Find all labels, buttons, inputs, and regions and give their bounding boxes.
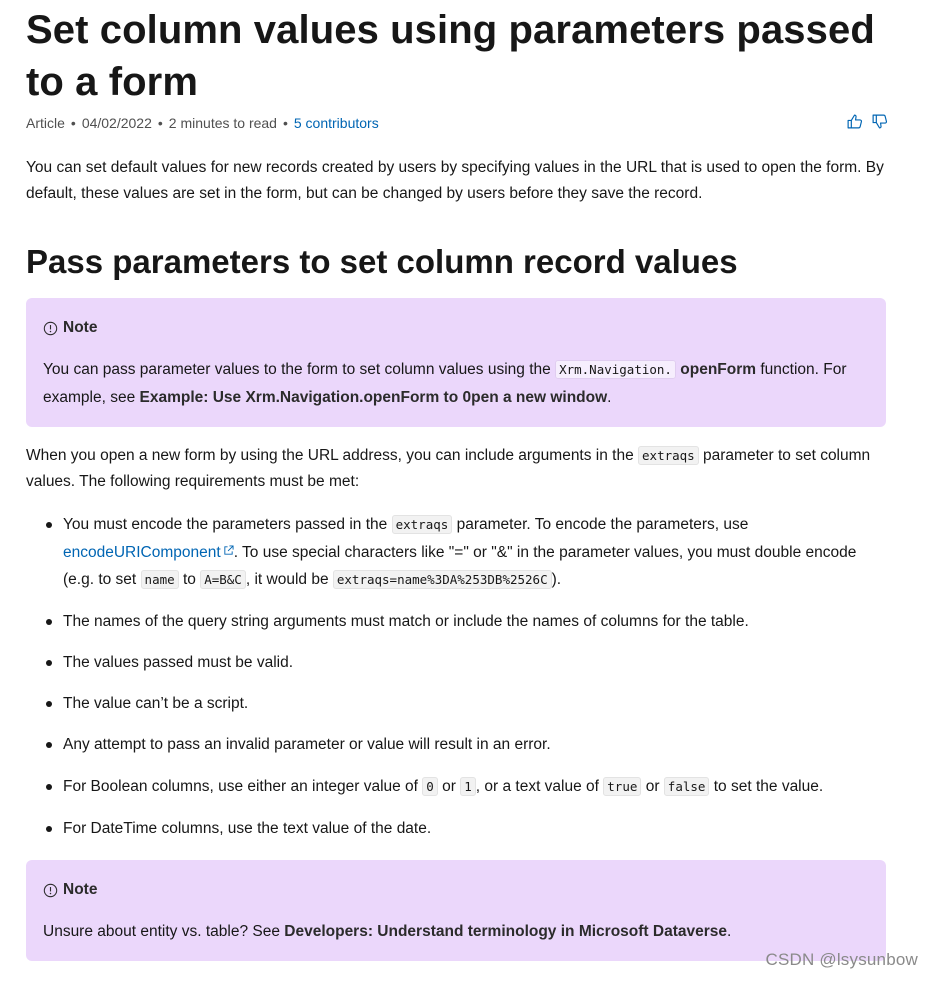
- text-part: , or a text value of: [475, 778, 604, 795]
- external-link-icon: [223, 538, 234, 549]
- list-item: [26, 773, 888, 800]
- text-part: . To use special characters like "=" or "&" in the parameter values, you must double encode (e.g. to set: [63, 544, 857, 588]
- text-part: parameter. To encode the parameters, use: [452, 516, 749, 533]
- info-icon: [43, 883, 58, 898]
- contributors-link[interactable]: 5 contributors: [293, 115, 379, 131]
- note-box: [26, 860, 886, 961]
- note-box: [26, 298, 886, 427]
- text-part: or: [641, 778, 664, 795]
- requirements-list: [26, 511, 888, 842]
- article-meta: [26, 113, 888, 133]
- list-item: [26, 511, 888, 593]
- page-title: Set column values using parameters passed to a form: [26, 8, 875, 104]
- list-item: The value can’t be a script.: [26, 690, 888, 717]
- example-link[interactable]: Example: Use Xrm.Navigation.openForm to 0pen a new window: [139, 389, 608, 406]
- feedback-buttons: [846, 113, 888, 130]
- inline-code: 1: [460, 777, 476, 796]
- note-text: [43, 918, 869, 946]
- note-header: [43, 316, 869, 340]
- link-text: encodeURIComponent: [63, 544, 221, 561]
- read-time: 2 minutes to read: [168, 115, 277, 131]
- text-part: parameter to set column values. The following requirements must be met:: [26, 447, 871, 490]
- article-date: 04/02/2022: [81, 115, 152, 131]
- list-item: The names of the query string arguments must match or include the names of columns for the table.: [26, 608, 888, 635]
- watermark: CSDN @lsysunbow: [765, 950, 918, 969]
- section-heading: Pass parameters to set column record values: [26, 243, 738, 280]
- intro-paragraph: You can set default values for new records created by users by specifying values in the URL that is used to open the form. By default, these values are set in the form, but can be changed by users before they save the record.: [26, 159, 884, 202]
- meta-separator: •: [157, 115, 163, 131]
- encodeuricomponent-link[interactable]: [63, 544, 234, 561]
- inline-code: extraqs: [638, 446, 699, 465]
- note-text-part: .: [607, 389, 612, 406]
- text-part: You must encode the parameters passed in the: [63, 516, 392, 533]
- text-part: When you open a new form by using the URL address, you can include arguments in the: [26, 447, 639, 464]
- text-part: For Boolean columns, use either an integer value of: [63, 778, 423, 795]
- text-part: ).: [551, 571, 562, 588]
- list-item: Any attempt to pass an invalid parameter or value will result in an error.: [26, 731, 888, 758]
- note-text-part: Unsure about entity vs. table? See: [43, 923, 285, 940]
- text-part: or: [437, 778, 461, 795]
- meta-separator: •: [70, 115, 76, 131]
- text-part: , it would be: [245, 571, 333, 588]
- inline-code: Xrm.Navigation.: [555, 360, 676, 379]
- note-text-part: function. For example, see: [43, 361, 847, 406]
- thumbs-down-icon[interactable]: [871, 113, 888, 130]
- inline-code: A=B&C: [200, 570, 246, 589]
- text-part: to set the value.: [709, 778, 824, 795]
- requirements-intro: [26, 443, 888, 495]
- note-text: [43, 356, 869, 412]
- note-header: [43, 878, 869, 902]
- meta-separator: •: [282, 115, 288, 131]
- bold-text: openForm: [680, 361, 757, 378]
- info-icon: [43, 321, 58, 336]
- list-item: The values passed must be valid.: [26, 649, 888, 676]
- inline-code: extraqs: [392, 515, 453, 534]
- terminology-link[interactable]: Developers: Understand terminology in Microsoft Dataverse: [284, 923, 727, 940]
- text-part: to: [178, 571, 201, 588]
- inline-code: name: [141, 570, 179, 589]
- inline-code: false: [664, 777, 710, 796]
- inline-code: 0: [422, 777, 438, 796]
- note-label: Note: [63, 881, 98, 898]
- inline-code: extraqs=name%3DA%253DB%2526C: [333, 570, 552, 589]
- note-text-part: You can pass parameter values to the form to set column values using the: [43, 361, 556, 378]
- list-item: For DateTime columns, use the text value of the date.: [26, 815, 888, 842]
- note-text-part: .: [726, 923, 732, 940]
- note-label: Note: [63, 319, 98, 336]
- inline-code: true: [603, 777, 641, 796]
- article-type: Article: [26, 115, 65, 131]
- thumbs-up-icon[interactable]: [846, 113, 863, 130]
